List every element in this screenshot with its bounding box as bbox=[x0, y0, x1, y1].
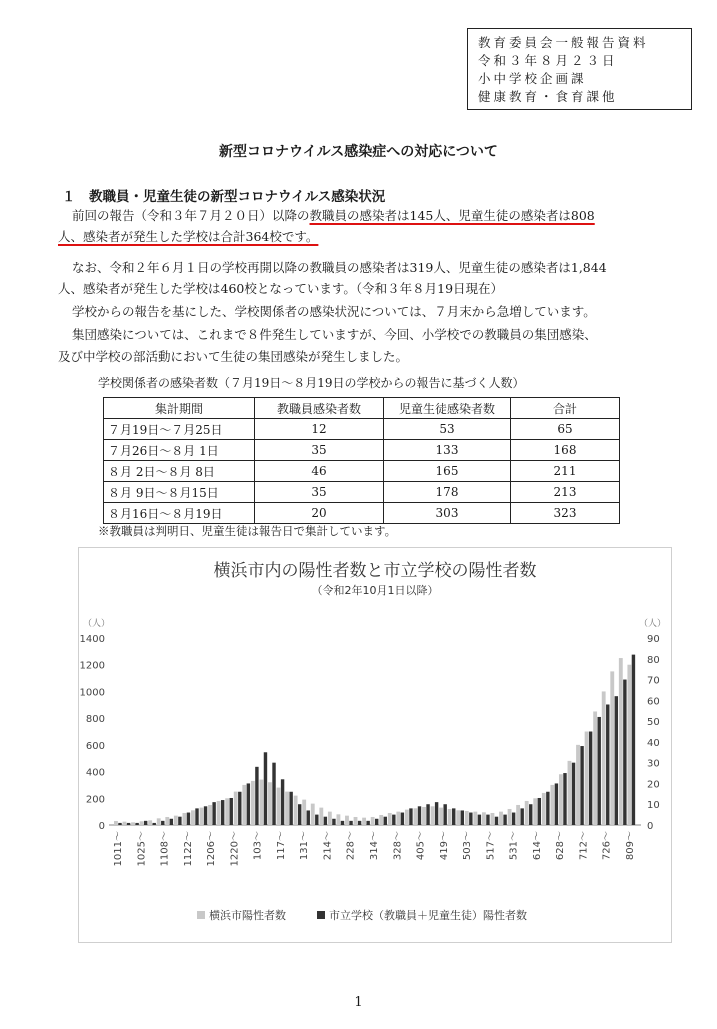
bar-city bbox=[114, 821, 118, 825]
covid-bar-chart bbox=[79, 548, 671, 942]
section-heading: １ 教職員・児童生徒の新型コロナウイルス感染状況 bbox=[62, 189, 386, 205]
bar-school bbox=[606, 704, 609, 825]
bar-school bbox=[546, 792, 549, 825]
bar-city bbox=[482, 812, 486, 825]
bar-school bbox=[503, 815, 506, 825]
page-number: 1 bbox=[354, 995, 363, 1010]
bar-school bbox=[366, 821, 369, 825]
bar-school bbox=[255, 767, 258, 825]
legend-swatch-city bbox=[197, 911, 205, 919]
bar-school bbox=[272, 763, 275, 825]
bar-city bbox=[371, 817, 375, 825]
table-cell: 65 bbox=[511, 419, 620, 440]
table-note: ※教職員は判明日、児童生徒は報告日で集計しています。 bbox=[98, 524, 397, 538]
paragraph-line: 学校からの報告を基にした、学校関係者の感染状況については、７月末から急増しています。 bbox=[72, 304, 596, 319]
bar-school bbox=[135, 823, 138, 825]
paragraph-line: なお、令和２年６月１日の学校再開以降の教職員の感染者は319人、児童生徒の感染者は1,844 bbox=[72, 260, 607, 275]
y-left-tick-label: 1200 bbox=[79, 660, 105, 672]
bar-school bbox=[401, 813, 404, 825]
bar-city bbox=[131, 822, 135, 825]
table-header-cell: 児童生徒感染者数 bbox=[384, 398, 511, 419]
table-cell: ７月26日～８月 1日 bbox=[104, 440, 255, 461]
bar-city bbox=[362, 818, 366, 825]
bar-city bbox=[448, 809, 452, 825]
table-cell: 46 bbox=[255, 461, 384, 482]
x-tick-label: 214～ bbox=[322, 831, 334, 861]
bar-city bbox=[405, 810, 409, 825]
bar-city bbox=[225, 798, 229, 825]
bar-city bbox=[508, 809, 512, 825]
y-right-tick-label: 70 bbox=[647, 675, 660, 687]
bar-city bbox=[217, 801, 221, 825]
bar-school bbox=[315, 815, 318, 825]
table-row bbox=[104, 440, 620, 461]
x-tick-label: 628～ bbox=[555, 831, 567, 861]
bar-school bbox=[144, 821, 147, 825]
bar-school bbox=[443, 804, 446, 825]
x-tick-label: 1025～ bbox=[136, 831, 148, 867]
y-left-tick-label: 800 bbox=[85, 714, 105, 726]
bar-city bbox=[491, 813, 495, 825]
x-tick-label: 503～ bbox=[462, 831, 474, 861]
bar-school bbox=[307, 810, 310, 825]
paragraph-line bbox=[58, 227, 318, 247]
y-left-tick-label: 0 bbox=[98, 821, 105, 832]
bar-school bbox=[332, 819, 335, 825]
chart-subtitle: （令和2年10月1日以降） bbox=[311, 584, 439, 597]
bar-school bbox=[418, 806, 421, 825]
x-tick-label: 1108～ bbox=[159, 831, 171, 867]
bar-school bbox=[452, 808, 455, 825]
bar-city bbox=[234, 792, 238, 825]
bar-school bbox=[127, 823, 130, 825]
x-tick-label: 517～ bbox=[485, 831, 497, 861]
paragraph-line bbox=[72, 206, 595, 226]
bar-city bbox=[174, 816, 178, 825]
paragraph-line: 人、感染者が発生した学校は460校となっています。（令和３年８月19日現在） bbox=[58, 281, 504, 296]
y-right-tick-label: 90 bbox=[647, 634, 660, 645]
table-header-cell: 集計期間 bbox=[104, 398, 255, 419]
y-right-unit: （人） bbox=[639, 619, 667, 629]
bar-school bbox=[230, 798, 233, 825]
x-tick-label: 103～ bbox=[252, 831, 264, 861]
bar-school bbox=[435, 802, 438, 825]
bar-school bbox=[529, 804, 532, 825]
bar-city bbox=[379, 815, 383, 825]
table-cell: 323 bbox=[511, 503, 620, 524]
table-cell: 165 bbox=[384, 461, 511, 482]
chart-legend bbox=[197, 908, 527, 922]
x-tick-label: 726～ bbox=[601, 831, 613, 861]
x-tick-label: 1011～ bbox=[113, 831, 124, 867]
bar-school bbox=[118, 823, 121, 825]
y-left-tick-label: 1000 bbox=[79, 687, 105, 699]
bar-city bbox=[285, 792, 289, 825]
infection-table bbox=[103, 397, 620, 524]
bar-city bbox=[516, 805, 520, 825]
bar-city bbox=[165, 817, 169, 825]
bar-city bbox=[473, 812, 477, 825]
bar-city bbox=[123, 822, 127, 825]
bar-city bbox=[422, 807, 426, 825]
bar-school bbox=[520, 808, 523, 825]
bar-school bbox=[469, 813, 472, 825]
x-tick-label: 419～ bbox=[438, 831, 450, 861]
bar-school bbox=[597, 717, 600, 825]
table-cell: 133 bbox=[384, 440, 511, 461]
bar-city bbox=[336, 814, 340, 825]
table-cell: ８月 9日～８月15日 bbox=[104, 482, 255, 503]
y-right-tick-label: 10 bbox=[647, 800, 660, 812]
x-tick-label: 405～ bbox=[415, 831, 427, 861]
bar-city bbox=[251, 781, 255, 825]
table-cell: 53 bbox=[384, 419, 511, 440]
y-right-tick-label: 80 bbox=[647, 654, 660, 666]
table-caption: 学校関係者の感染者数（７月19日～８月19日の学校からの報告に基づく人数） bbox=[98, 376, 525, 390]
y-left-unit: （人） bbox=[83, 619, 111, 629]
table-header-cell: 教職員感染者数 bbox=[255, 398, 384, 419]
table-cell: 211 bbox=[511, 461, 620, 482]
table-row bbox=[104, 482, 620, 503]
bar-city bbox=[311, 804, 315, 825]
underlined-text: 人、感染者が発生した学校は合計364校です。 bbox=[58, 229, 319, 244]
bar-school bbox=[298, 804, 301, 825]
bar-city bbox=[593, 711, 597, 825]
bar-city bbox=[602, 691, 606, 825]
table-row bbox=[104, 419, 620, 440]
bar-city bbox=[439, 808, 443, 825]
table-cell: ７月19日～７月25日 bbox=[104, 419, 255, 440]
bar-city bbox=[191, 810, 195, 825]
bar-city bbox=[414, 808, 418, 825]
bar-city bbox=[157, 818, 161, 825]
x-tick-label: 314～ bbox=[369, 831, 380, 861]
bar-city bbox=[148, 820, 152, 825]
bar-school bbox=[187, 813, 190, 825]
x-tick-label: 117～ bbox=[275, 831, 287, 861]
x-tick-label: 328～ bbox=[392, 831, 404, 861]
y-right-tick-label: 50 bbox=[647, 717, 660, 729]
bar-city bbox=[277, 788, 281, 825]
bar-school bbox=[195, 808, 198, 825]
x-tick-label: 1220～ bbox=[229, 831, 241, 867]
table-cell: 12 bbox=[255, 419, 384, 440]
bar-school bbox=[161, 821, 164, 825]
chart-title: 横浜市内の陽性者数と市立学校の陽性者数 bbox=[213, 561, 537, 581]
bar-city bbox=[140, 821, 144, 825]
bar-school bbox=[478, 815, 481, 825]
bar-city bbox=[610, 671, 614, 825]
bar-city bbox=[259, 780, 263, 825]
y-right-tick-label: 20 bbox=[647, 779, 660, 791]
bar-school bbox=[495, 817, 498, 825]
bar-city bbox=[456, 810, 460, 825]
bar-school bbox=[384, 817, 387, 825]
bar-school bbox=[572, 763, 575, 825]
bar-school bbox=[178, 817, 181, 825]
bar-city bbox=[242, 785, 246, 825]
table-cell: 178 bbox=[384, 482, 511, 503]
paragraph-text: 前回の報告（令和３年７月２０日）以降の bbox=[72, 208, 310, 223]
bar-school bbox=[392, 815, 395, 825]
paragraph-line: 集団感染については、これまで８件発生していますが、今回、小学校での教職員の集団感染、 bbox=[72, 327, 597, 342]
bar-school bbox=[264, 752, 267, 825]
table-cell: ８月 2日～８月 8日 bbox=[104, 461, 255, 482]
y-left-tick-label: 200 bbox=[85, 794, 105, 806]
y-right-tick-label: 40 bbox=[647, 737, 660, 749]
table-cell: 35 bbox=[255, 482, 384, 503]
bar-school bbox=[375, 819, 378, 825]
y-right-tick-label: 0 bbox=[647, 821, 654, 832]
bar-city bbox=[576, 745, 580, 825]
y-right-tick-label: 30 bbox=[647, 758, 660, 770]
x-tick-label: 531～ bbox=[508, 831, 520, 861]
underlined-text: 教職員の感染者は145人、児童生徒の感染者は808 bbox=[309, 208, 595, 223]
bar-school bbox=[247, 783, 250, 825]
bar-school bbox=[204, 806, 207, 825]
bar-school bbox=[512, 813, 515, 825]
bar-city bbox=[431, 806, 435, 825]
document-title: 新型コロナウイルス感染症への対応について bbox=[219, 144, 498, 160]
y-left-tick-label: 600 bbox=[85, 740, 105, 752]
bar-school bbox=[461, 810, 464, 825]
x-tick-label: 1206～ bbox=[206, 831, 218, 867]
bar-school bbox=[580, 746, 583, 825]
bar-city bbox=[354, 817, 358, 825]
bar-city bbox=[396, 812, 400, 825]
chart-frame bbox=[78, 547, 672, 943]
y-left-tick-label: 1400 bbox=[79, 634, 105, 645]
legend-label-city: 横浜市陽性者数 bbox=[209, 909, 286, 922]
bar-city bbox=[525, 801, 529, 825]
table-cell: ８月16日～８月19日 bbox=[104, 503, 255, 524]
y-right-tick-label: 60 bbox=[647, 696, 660, 708]
bar-city bbox=[542, 793, 546, 825]
bar-city bbox=[465, 811, 469, 825]
x-tick-label: 712～ bbox=[578, 831, 590, 861]
bar-school bbox=[358, 821, 361, 825]
table-cell: 20 bbox=[255, 503, 384, 524]
header-line: 小中学校企画課 bbox=[478, 71, 587, 86]
bar-city bbox=[294, 796, 298, 825]
bar-city bbox=[182, 813, 186, 825]
bar-city bbox=[302, 800, 306, 825]
bar-city bbox=[585, 732, 589, 826]
bar-school bbox=[324, 817, 327, 825]
bar-school bbox=[632, 655, 635, 825]
bar-school bbox=[238, 792, 241, 825]
legend-label-school: 市立学校（教職員＋児童生徒）陽性者数 bbox=[329, 909, 527, 922]
bar-school bbox=[555, 783, 558, 825]
bar-school bbox=[563, 773, 566, 825]
bar-city bbox=[533, 798, 537, 825]
y-left-tick-label: 400 bbox=[85, 767, 105, 779]
bar-school bbox=[426, 804, 429, 825]
bar-city bbox=[328, 812, 332, 825]
x-tick-label: 131～ bbox=[299, 831, 311, 861]
x-tick-label: 1122～ bbox=[182, 831, 194, 867]
header-line: 教育委員会一般報告資料 bbox=[478, 35, 649, 50]
x-tick-label: 228～ bbox=[345, 831, 357, 861]
bar-city bbox=[568, 761, 572, 825]
bar-city bbox=[559, 774, 563, 825]
table-cell: 168 bbox=[511, 440, 620, 461]
bar-school bbox=[281, 779, 284, 825]
bar-school bbox=[170, 819, 173, 825]
bar-city bbox=[550, 785, 554, 825]
bar-school bbox=[153, 823, 156, 825]
bar-school bbox=[615, 696, 618, 825]
bar-school bbox=[349, 821, 352, 825]
bar-school bbox=[589, 732, 592, 826]
table-header-cell: 合計 bbox=[511, 398, 620, 419]
report-header-box bbox=[467, 28, 692, 110]
bar-school bbox=[289, 792, 292, 825]
bar-city bbox=[627, 665, 631, 825]
bar-school bbox=[486, 815, 489, 825]
bar-city bbox=[319, 808, 323, 825]
x-tick-label: 809～ bbox=[625, 831, 636, 861]
bar-city bbox=[619, 658, 623, 825]
legend-swatch-school bbox=[317, 911, 325, 919]
bar-school bbox=[221, 800, 224, 825]
bar-city bbox=[345, 816, 349, 825]
table-row bbox=[104, 461, 620, 482]
bar-school bbox=[538, 798, 541, 825]
bar-city bbox=[268, 782, 272, 825]
bar-school bbox=[623, 680, 626, 825]
bar-city bbox=[388, 813, 392, 825]
bar-city bbox=[208, 805, 212, 825]
header-line: 令和３年８月２３日 bbox=[478, 53, 618, 68]
table-cell: 35 bbox=[255, 440, 384, 461]
bar-school bbox=[341, 821, 344, 825]
table-cell: 213 bbox=[511, 482, 620, 503]
bar-school bbox=[212, 802, 215, 825]
header-line: 健康教育・食育課他 bbox=[478, 89, 618, 104]
table-cell: 303 bbox=[384, 503, 511, 524]
x-tick-label: 614～ bbox=[531, 831, 543, 861]
paragraph-line: 及び中学校の部活動において生徒の集団感染が発生しました。 bbox=[58, 349, 409, 364]
bar-school bbox=[409, 808, 412, 825]
bar-city bbox=[499, 812, 503, 825]
bar-city bbox=[200, 808, 204, 825]
